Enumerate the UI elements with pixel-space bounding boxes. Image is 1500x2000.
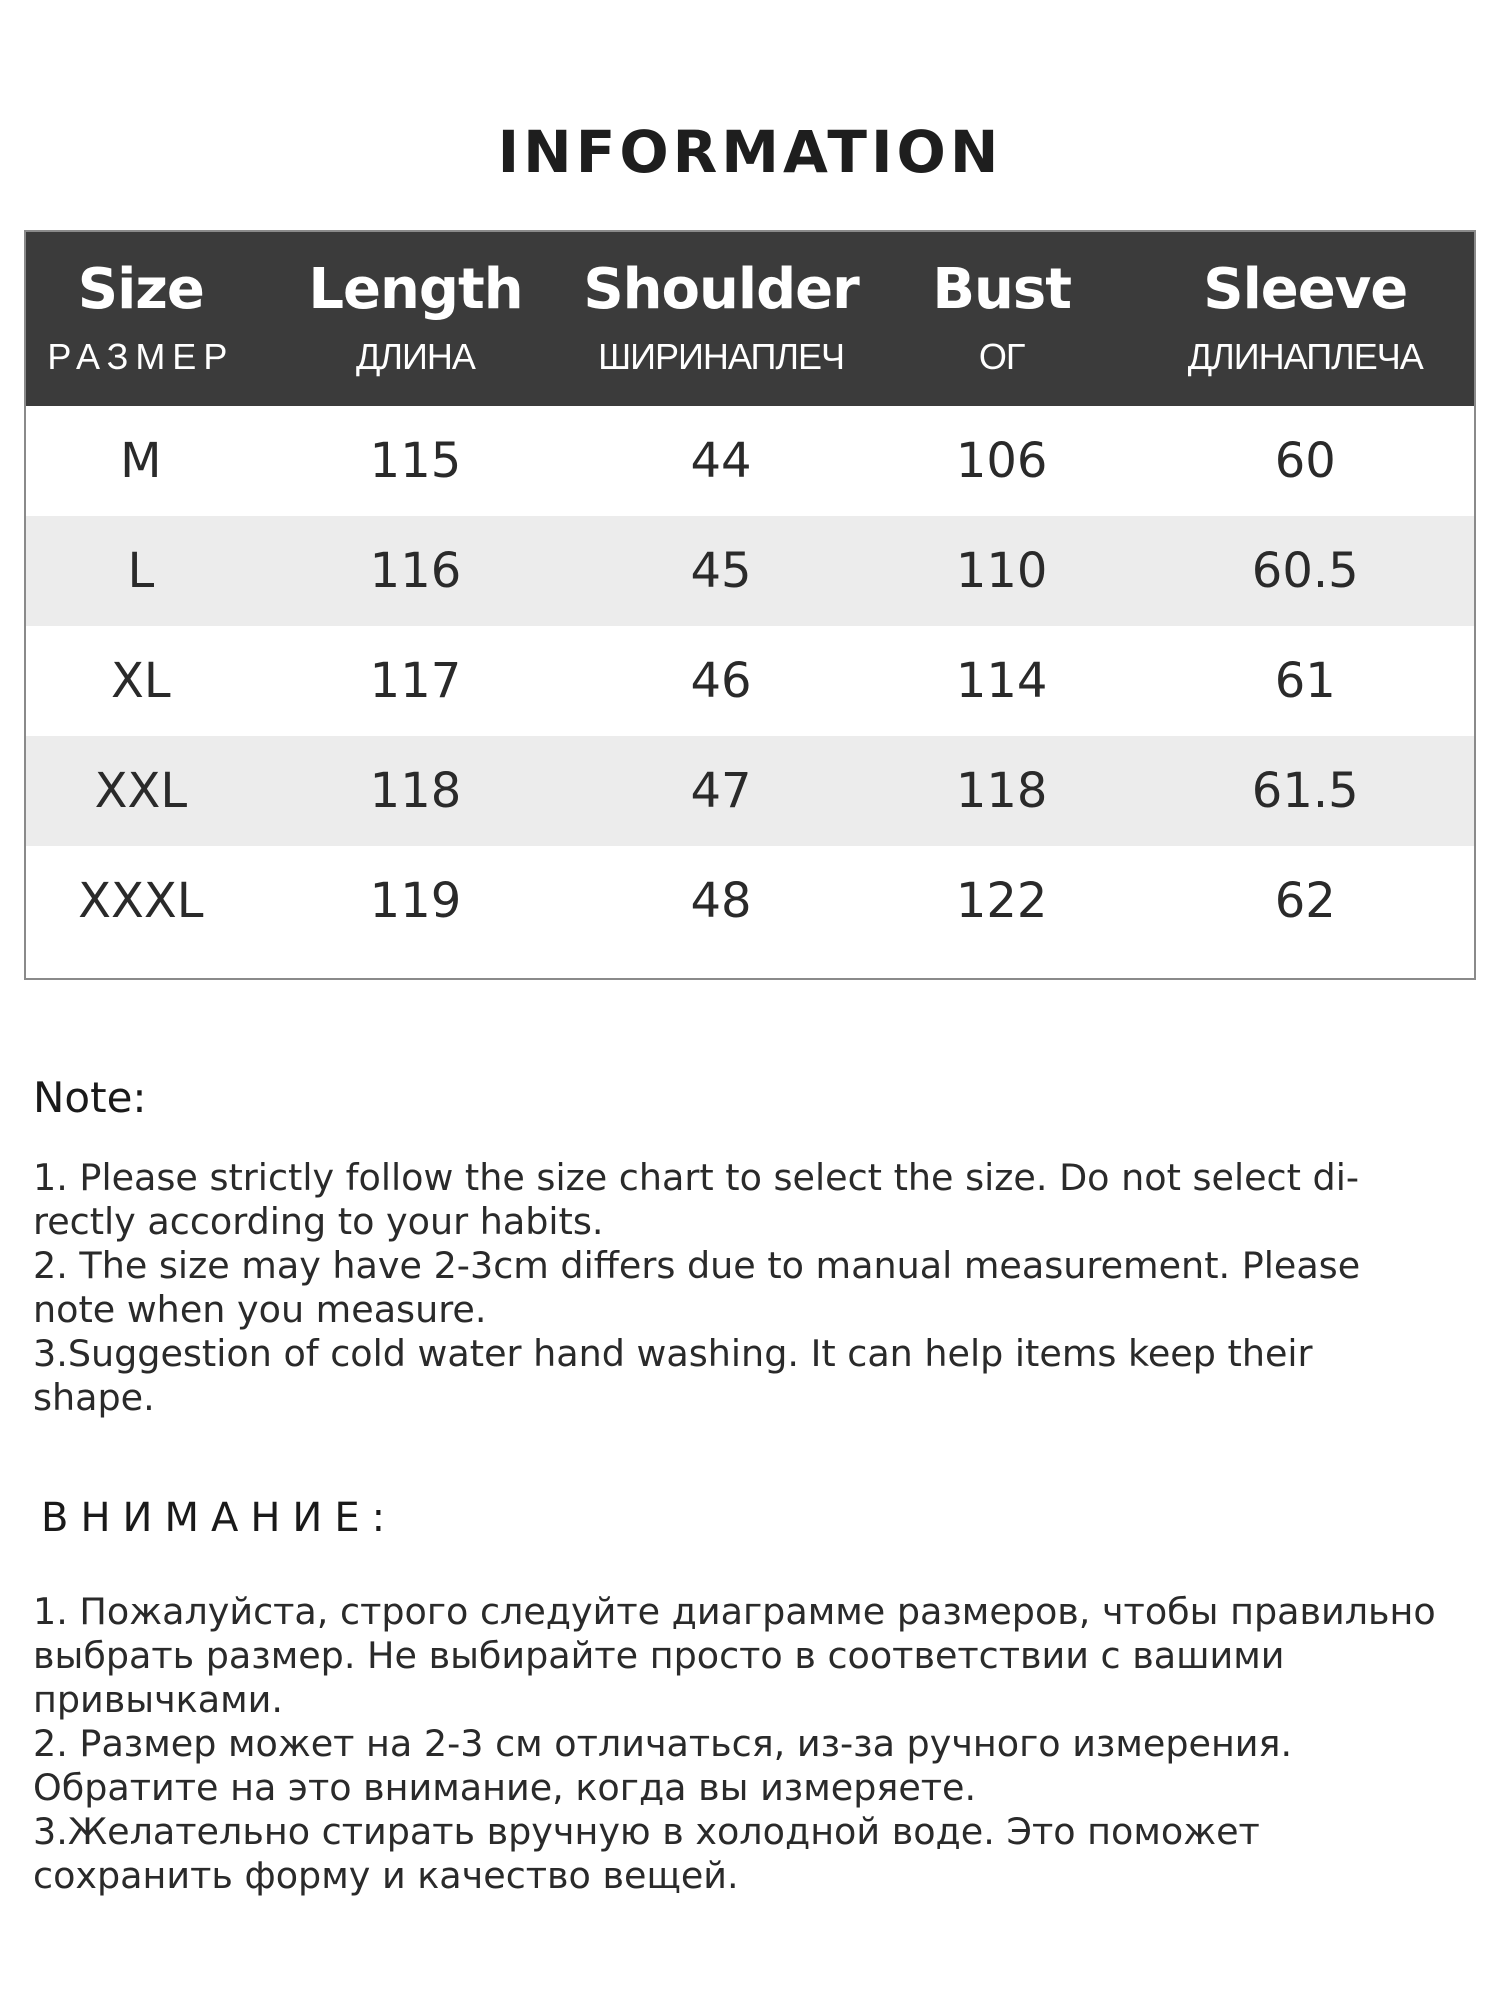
cell-sleeve: 61.5 <box>1251 763 1359 819</box>
note-russian <box>33 1490 1473 1898</box>
table-row <box>26 516 1474 626</box>
cell-shoulder: 45 <box>690 543 752 599</box>
table-row <box>26 626 1474 736</box>
cell-shoulder: 47 <box>690 763 752 819</box>
cell-length: 115 <box>369 433 462 489</box>
header-sleeve <box>1136 232 1474 406</box>
note-line: выбрать размер. Не выбирайте просто в соответствии с вашими <box>33 1634 1285 1677</box>
note-line: 2. The size may have 2-3cm differs due to manual measurement. Please <box>33 1244 1361 1287</box>
header-size <box>26 232 256 406</box>
cell-length: 118 <box>369 763 462 819</box>
cell-sleeve: 62 <box>1274 873 1336 929</box>
note-line: привычками. <box>33 1678 283 1721</box>
cell-shoulder: 44 <box>690 433 752 489</box>
note-heading: Note: <box>33 1073 147 1122</box>
header-shoulder <box>575 232 867 406</box>
note-line: 3.Желательно стирать вручную в холодной воде. Это поможет <box>33 1810 1260 1853</box>
cell-shoulder: 46 <box>690 653 752 709</box>
cell-size: XXXL <box>78 873 204 929</box>
size-chart-table <box>24 230 1476 980</box>
cell-sleeve: 60 <box>1274 433 1336 489</box>
header-bust-ru: ОГ <box>978 336 1025 377</box>
header-sleeve-en: Sleeve <box>1203 257 1408 322</box>
note-line: 1. Please strictly follow the size chart to select the size. Do not select di- <box>33 1156 1360 1199</box>
header-sleeve-ru: ДЛИНАПЛЕЧА <box>1187 336 1423 377</box>
header-length <box>256 232 576 406</box>
table-body <box>26 406 1474 956</box>
note-line: 3.Suggestion of cold water hand washing. It can help items keep their <box>33 1332 1313 1375</box>
header-bust-en: Bust <box>932 257 1071 322</box>
note-line: сохранить форму и качество вещей. <box>33 1854 739 1897</box>
cell-size: L <box>127 543 155 599</box>
cell-bust: 114 <box>955 653 1048 709</box>
table-row <box>26 406 1474 516</box>
note-line: 1. Пожалуйста, строго следуйте диаграмме размеров, чтобы правильно <box>33 1590 1436 1633</box>
cell-length: 117 <box>369 653 462 709</box>
cell-bust: 110 <box>955 543 1048 599</box>
header-size-ru: РАЗМЕР <box>47 336 235 377</box>
cell-length: 119 <box>369 873 462 929</box>
note-line: 2. Размер может на 2-3 см отличаться, из-за ручного измерения. <box>33 1722 1293 1765</box>
note-heading-ru: ВНИМАНИЕ: <box>41 1495 398 1541</box>
cell-bust: 118 <box>955 763 1048 819</box>
table-row <box>26 846 1474 956</box>
header-length-en: Length <box>308 257 523 322</box>
header-length-ru: ДЛИНА <box>356 336 475 377</box>
page-title: INFORMATION <box>497 118 1003 186</box>
note-line: note when you measure. <box>33 1288 487 1331</box>
table-row <box>26 736 1474 846</box>
cell-bust: 106 <box>955 433 1048 489</box>
note-line: shape. <box>33 1376 155 1419</box>
header-shoulder-ru: ШИРИНАПЛЕЧ <box>598 336 844 377</box>
cell-sleeve: 61 <box>1274 653 1336 709</box>
cell-size: M <box>120 433 162 489</box>
cell-length: 116 <box>369 543 462 599</box>
note-line: Обратите на это внимание, когда вы измеряете. <box>33 1766 977 1809</box>
header-shoulder-en: Shoulder <box>583 257 859 322</box>
table-header <box>26 232 1474 406</box>
cell-sleeve: 60.5 <box>1251 543 1359 599</box>
cell-bust: 122 <box>955 873 1048 929</box>
cell-size: XL <box>111 653 171 709</box>
note-english <box>33 1070 1473 1420</box>
cell-size: XXL <box>94 763 188 819</box>
cell-shoulder: 48 <box>690 873 752 929</box>
header-bust <box>867 232 1137 406</box>
header-size-en: Size <box>77 257 204 322</box>
note-line: rectly according to your habits. <box>33 1200 604 1243</box>
